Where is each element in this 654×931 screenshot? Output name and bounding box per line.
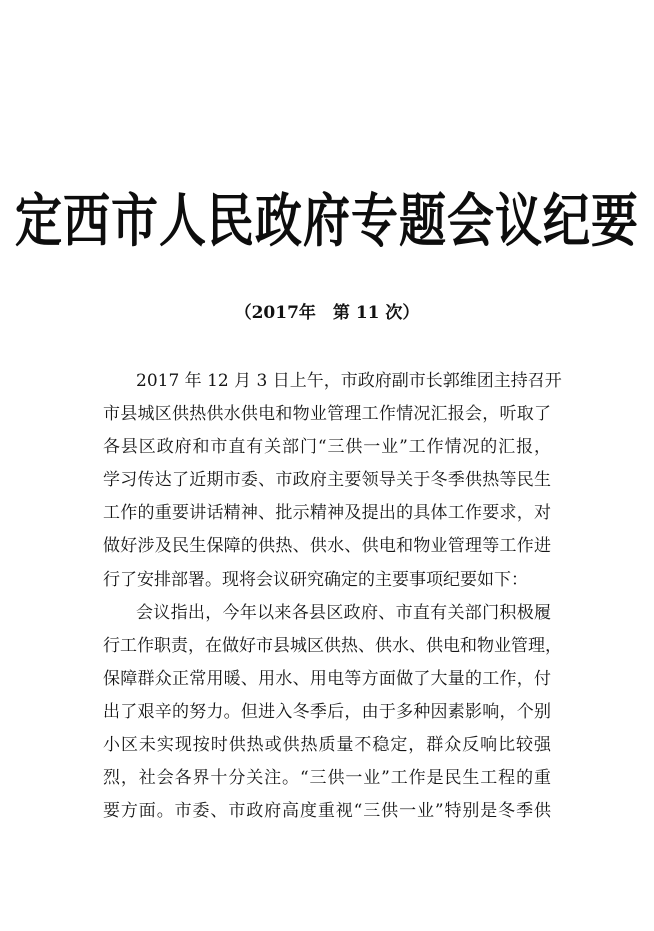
text-line: 烈，社会各界十分关注。“三供一业”工作是民生工程的重 bbox=[103, 768, 551, 789]
text-line: 行了安排部署。现将会议研究确定的主要事项纪要如下： bbox=[103, 569, 528, 590]
text-line: 要方面。市委、市政府高度重视“三供一业”特别是冬季供 bbox=[103, 801, 551, 822]
text-line: 小区未实现按时供热或供热质量不稳定，群众反响比较强 bbox=[103, 735, 551, 756]
text-line: 各县区政府和市直有关部门“三供一业”工作情况的汇报， bbox=[103, 437, 551, 458]
text-line: 做好涉及民生保障的供热、供水、供电和物业管理等工作进 bbox=[103, 536, 551, 557]
text-line: 市县城区供热供水供电和物业管理工作情况汇报会，听取了 bbox=[103, 404, 551, 425]
text-line: 出了艰辛的努力。但进入冬季后，由于多种因素影响，个别 bbox=[103, 701, 551, 722]
text-line: 保障群众正常用暖、用水、用电等方面做了大量的工作，付 bbox=[103, 668, 551, 689]
document-body bbox=[103, 365, 562, 828]
document-title: 定西市人民政府专题会议纪要 bbox=[15, 187, 639, 255]
text-line: 行工作职责，在做好市县城区供热、供水、供电和物业管理， bbox=[103, 635, 562, 656]
paragraph-2 bbox=[103, 597, 562, 829]
text-line: 2017 年 12 月 3 日上午，市政府副市长郭维团主持召开 bbox=[136, 371, 562, 391]
paragraph-1 bbox=[103, 365, 562, 597]
text-line: 工作的重要讲话精神、批示精神及提出的具体工作要求，对 bbox=[103, 503, 551, 524]
text-line: 会议指出，今年以来各县区政府、市直有关部门积极履 bbox=[136, 602, 551, 623]
text-line: 学习传达了近期市委、市政府主要领导关于冬季供热等民生 bbox=[103, 470, 551, 491]
document-number: （2017年 第 11 次） bbox=[234, 303, 420, 323]
